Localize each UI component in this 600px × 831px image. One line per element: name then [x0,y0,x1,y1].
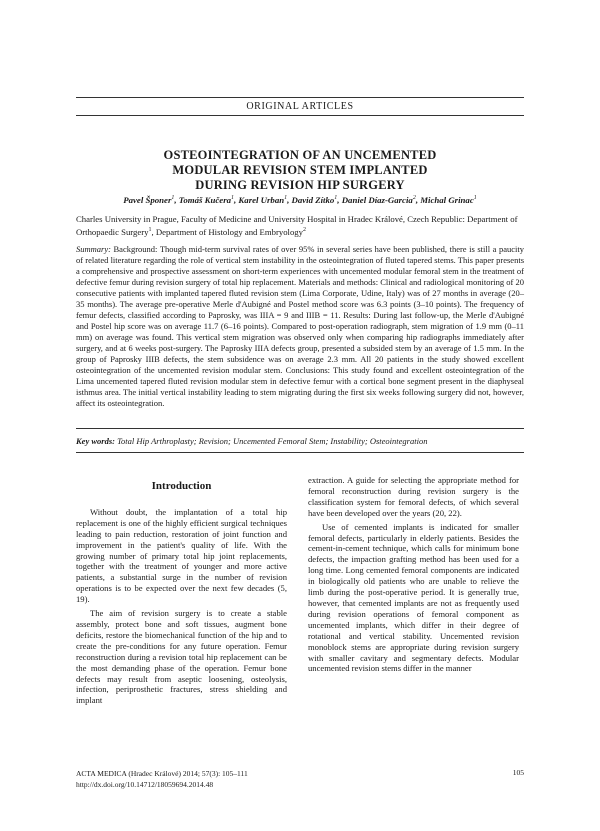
author-list [76,195,524,205]
summary-label: Summary: [76,244,111,254]
left-column [76,475,287,709]
summary-text: Background: Though mid-term survival rates of over 95% in several series have been published, there is still a paucity of related literature regarding the role of vertical stem instability in the osteointegration of fluted tapered stems. This paper presents a comprehensive and prospective assessment on short-term experiences with uncemented modular femoral stem in the treatment of defective femur during revision surgery of total hip replacement. Materials and methods: Clinical and radiological monitoring of 20 consecutive patients with implanted tapered fluted revision stem (Lima Corporate, Udine, Italy) was of 27 months in average (20–35 months). The average pre-operative Merle d'Aubigné and Postel method score was 6.3 points (3–10 points). The frequency of femur defects, classified according to Paprosky, was IIIA = 9 and IIIB = 11. Results: During last follow-up, the Merle d'Aubigné and Postel hip score was on average 11.7 (6–16 points). Compared to post-operation radiograph, stem migration of 1.9 mm (0–11 mm) on average was found. This vertical stem migration was observed only when comparing hip radiographs immediately after surgery, and at 6 weeks post-surgery. The Paprosky IIIA defects group, presented a subsided stem by an average of 1.5 mm. In the group of Paprosky IIIB defects, the stem subsidence was on average 2.3 mm. All 20 patients in the study showed excellent osteointegration of the uncemented revision modular stem. Conclusions: This study found and excellent osteointegration of the Lima uncemented tapered fluted revision modular stem in defective femur with a cortical bone segment present in the diaphyseal isthmus area. The initial vertical instability leading to stem migrating during the first six weeks following surgery did not, however, affect its osteointegration. [76,244,524,408]
paragraph: extraction. A guide for selecting the appropriate method for femoral reconstruction during revision surgery is the classification system for femoral defects, of which several have been developed over the years (20, 22). [308,475,519,518]
top-rule [76,97,524,98]
keywords [76,436,524,446]
section-rule [76,115,524,116]
paragraph: Without doubt, the implantation of a total hip replacement is one of the highly efficient surgical techniques leading to pain reduction, restoration of joint function and improvement in the patient's quality of life. With the growing number of primary total hip joint replacements, together with the treatment of younger and more active patients, a substantial surge in the number of revision operations is to be expected over the next few decades (5, 19). [76,506,287,605]
title-line: MODULAR REVISION STEM IMPLANTED [172,163,428,177]
right-column [308,475,519,677]
author: Pavel Šponer$^1$, [123,195,179,205]
affiliations: Charles University in Prague, Faculty of Medicine and University Hospital in Hradec Králové, Czech Republic: Department of Orthopaedic Surgery$^1$, Department of Histology and Embryology$^2$ [76,214,518,237]
title-line: OSTEOINTEGRATION OF AN UNCEMENTED [163,148,437,162]
author: David Zítko$^1$, [291,195,342,205]
journal-name: ACTA MEDICA (Hradec Králové) 2014; 57(3): 105–111 [76,769,248,778]
keywords-text: Total Hip Arthroplasty; Revision; Uncemented Femoral Stem; Instability; Osteointegration [114,436,428,446]
doi-link[interactable]: http://dx.doi.org/10.14712/18059694.2014.48 [76,780,214,789]
author: Michal Grinac$^1$ [420,195,477,205]
article-title [76,148,524,193]
paragraph: The aim of revision surgery is to create a stable assembly, protect bone and soft tissues, augment bone deficits, restore the biomechanical function of the hip and to create the pre-conditions for any future operation. Femur reconstruction during a revision total hip replacement can be the most demanding phase of the operation. Femur bone defects may result from aseptic loosening, osteolysis, infection, periprosthetic fractures, stress shielding and implant [76,608,287,706]
keywords-label: Key words: [76,436,115,446]
abstract [76,244,524,409]
section-label: ORIGINAL ARTICLES [246,101,354,112]
keywords-top-rule [76,428,524,429]
intro-heading: Introduction [151,480,212,492]
page-number: 105 [512,768,524,777]
author: Tomáš Kučera$^1$, [178,195,239,205]
journal-citation [76,768,248,790]
paragraph: Use of cemented implants is indicated for smaller femoral defects, particularly in elderly patients. Besides the cement-in-cement technique, which calls for minimum bone defects, the impaction grafting method has been used for a long time. Long cemented femoral components are indicated in biologically old patients who are unable to relieve the limb during the post-operative period. It is generally true, however, that cemented implants are not as frequently used during revision operations of femoral component as uncemented implants, which differ in their degree of rotational and vertical stability. Uncemented revision monoblock stems are appropriate during revision surgery with smaller cavitary and segmentary defects. Modular uncemented revision stems differ in the manner [308,521,519,674]
keywords-bottom-rule [76,452,524,453]
title-line: DURING REVISION HIP SURGERY [195,178,405,192]
author: Karel Urban$^1$, [238,195,292,205]
author: Daniel Díaz-Garcia$^2$, [341,195,421,205]
